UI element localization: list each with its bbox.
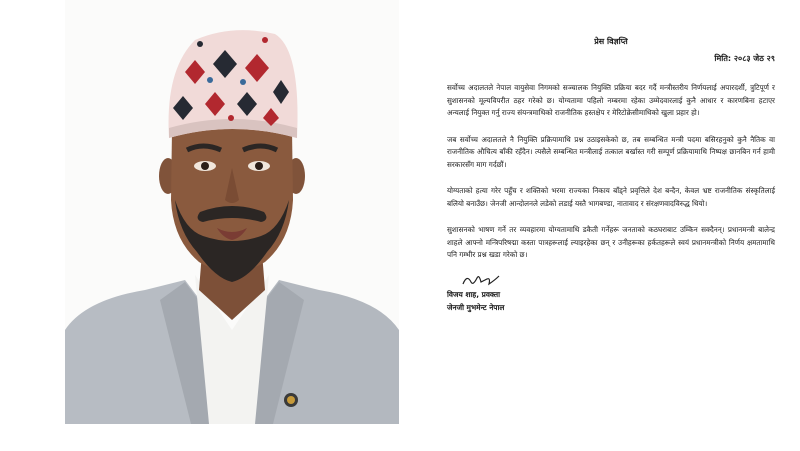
paragraph-3: योग्यताको हत्या गरेर पहुँच र शक्तिको भरमा राज्यका निकाय बाँड्ने प्रवृत्तिले देश बन्दैन, केवल भ्रष्ट राजनीतिक संस्कृतिलाई बलियो बनाउँछ। जेनजी आन्दोलनले लडेको लडाई यस्तै भागबण्डा, नातावाद र संरक्षणवादविरुद्ध थियो। — [447, 186, 775, 208]
press-release — [447, 36, 775, 314]
press-release-title: प्रेस विज्ञप्ति — [594, 37, 628, 46]
signature-scribble — [461, 272, 501, 288]
organization-name: जेनजी मुभमेन्ट नेपाल — [447, 302, 505, 312]
press-release-date: मिति: २०८३ जेठ २९ — [714, 54, 775, 63]
portrait-illustration — [65, 0, 399, 424]
handwritten-signature — [447, 272, 775, 288]
paragraph-1: सर्वोच्च अदालतले नेपाल वायुसेवा निगमको सञ्चालक नियुक्ति प्रक्रिया बदर गर्दै मन्त्रीस्तरीय निर्णयलाई अपारदर्शी, त्रुटिपूर्ण र सुशासनको मूल्यविपरीत ठहर गरेको छ। योग्यतामा पहिलो नम्बरमा रहेका उम्मेदवारलाई कुनै आधार र कारणबिना हटाएर अन्यलाई नियुक्त गर्नु राज्य संयन्त्रमाथिको राजनीतिक हस्तक्षेप र मेरिटोक्रेसीमाथिको खुला प्रहार हो। — [447, 83, 775, 117]
signatory-name: विजय शाह, प्रवक्ता — [447, 289, 501, 299]
paragraph-4: सुशासनको भाषण गर्ने तर व्यवहारमा योग्यतामाथि डकैती गर्नेहरू जनताको कठघराबाट उम्किन सक्दैनन्। प्रधानमन्त्री बालेन्द्र शाहले आफ्नो मन्त्रिपरिषद्मा कस्ता पात्रहरूलाई ल्याइरहेका छन् र उनीहरूका हर्कतहरूले स्वयं प्रधानमन्त्रीको निर्णय क्षमतामाथि पनि गम्भीर प्रश्न खडा गरेको छ। — [447, 225, 775, 259]
spokesperson-photo — [65, 0, 399, 424]
paragraph-2: जब सर्वोच्च अदालतले नै नियुक्ति प्रक्रियामाथि प्रश्न उठाइसकेको छ, तब सम्बन्धित मन्त्री पदमा बसिरहनुको कुनै नैतिक वा राजनीतिक औचित्य बाँकी रहँदैन। त्यसैले सम्बन्धित मन्त्रीलाई तत्काल बर्खास्त गरी सम्पूर्ण प्रक्रियामाथि निष्पक्ष छानबिन गर्न हामी सरकारसँग माग गर्दछौं। — [447, 134, 775, 169]
